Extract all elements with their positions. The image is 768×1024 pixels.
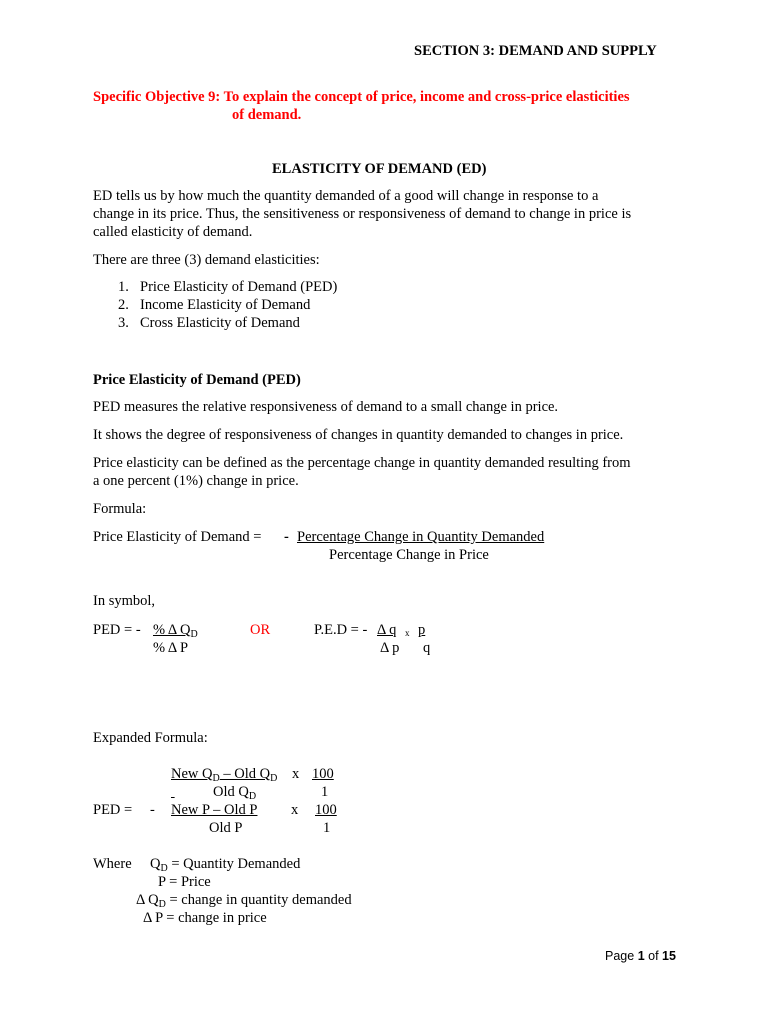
expanded-top-hundred: 100 bbox=[312, 766, 334, 782]
symbol-formula-denominator: % Δ P bbox=[153, 640, 189, 656]
expanded-bottom-hundred: 100 bbox=[315, 802, 337, 818]
definition-price: P = Price bbox=[158, 874, 211, 890]
delta-q-numerator: Δ q bbox=[377, 622, 397, 638]
list-item: Cross Elasticity of Demand bbox=[140, 315, 300, 331]
definition-quantity-demanded: $Q_D$ = Quantity Demanded bbox=[150, 856, 301, 874]
list-item: Income Elasticity of Demand bbox=[140, 297, 311, 313]
formula-denominator: Percentage Change in Price bbox=[329, 547, 489, 563]
objective-line-2: of demand. bbox=[232, 107, 302, 123]
expanded-bottom-denominator: Old P bbox=[209, 820, 243, 836]
p-numerator: p bbox=[418, 622, 426, 638]
definition-change-quantity: Δ $Q_D$ = change in quantity demanded bbox=[136, 892, 352, 910]
ped-paragraph-2: It shows the degree of responsiveness of changes in quantity demanded to changes in price. bbox=[93, 427, 624, 443]
multiply-sign: x bbox=[405, 628, 410, 638]
ped-paragraph-3-line-2: a one percent (1%) change in price. bbox=[93, 473, 299, 489]
definition-change-price: Δ P = change in price bbox=[143, 910, 267, 926]
expanded-formula-label: Expanded Formula: bbox=[93, 730, 208, 746]
expanded-bottom-numerator: New P – Old P bbox=[171, 802, 258, 818]
ed-heading: ELASTICITY OF DEMAND (ED) bbox=[272, 161, 487, 177]
page-number: Page 1 of 15 bbox=[605, 949, 676, 963]
ed-intro: There are three (3) demand elasticities: bbox=[93, 252, 320, 268]
expanded-bottom-multiply: x bbox=[291, 802, 299, 818]
formula-label: Formula: bbox=[93, 501, 147, 517]
or-label: OR bbox=[250, 622, 271, 638]
symbol-label: In symbol, bbox=[93, 593, 156, 609]
ped-paragraph-3-line-1: Price elasticity can be defined as the percentage change in quantity demanded resulting from bbox=[93, 455, 631, 471]
list-item-number: 3. bbox=[118, 315, 129, 331]
ed-paragraph-line-3: called elasticity of demand. bbox=[93, 224, 253, 240]
expanded-top-multiply: x bbox=[292, 766, 300, 782]
delta-p-denominator: Δ p bbox=[380, 640, 400, 656]
objective-line-1: Specific Objective 9: To explain the concept of price, income and cross-price elasticities bbox=[93, 89, 630, 105]
expanded-top-denominator-line: Old $Q_D$ 1 bbox=[213, 784, 329, 802]
ped-abbrev-lhs: P.E.D = - bbox=[314, 622, 368, 638]
formula-numerator: Percentage Change in Quantity Demanded bbox=[297, 529, 545, 545]
symbol-formula-lhs: PED = - bbox=[93, 622, 141, 638]
expanded-minus-sign: - bbox=[150, 802, 155, 818]
list-item: Price Elasticity of Demand (PED) bbox=[140, 279, 338, 295]
expanded-lhs: PED = bbox=[93, 802, 133, 818]
list-item-number: 2. bbox=[118, 297, 129, 313]
expanded-top-numerator: New $Q_D$ – Old $Q_D$ bbox=[171, 766, 278, 784]
q-denominator: q bbox=[423, 640, 431, 656]
expanded-bottom-one: 1 bbox=[323, 820, 331, 836]
ped-heading: Price Elasticity of Demand (PED) bbox=[93, 372, 301, 388]
section-title: SECTION 3: DEMAND AND SUPPLY bbox=[414, 43, 657, 59]
ed-paragraph-line-1: ED tells us by how much the quantity demanded of a good will change in response to a bbox=[93, 188, 599, 204]
where-label: Where bbox=[93, 856, 132, 872]
formula-minus-sign: - bbox=[284, 529, 289, 545]
ed-paragraph-line-2: change in its price. Thus, the sensitiveness or responsiveness of demand to change in price is bbox=[93, 206, 632, 222]
ped-paragraph-1: PED measures the relative responsiveness of demand to a small change in price. bbox=[93, 399, 559, 415]
formula-lhs: Price Elasticity of Demand = bbox=[93, 529, 262, 545]
list-item-number: 1. bbox=[118, 279, 129, 295]
symbol-formula-numerator: % Δ $Q_D$ bbox=[153, 622, 198, 640]
